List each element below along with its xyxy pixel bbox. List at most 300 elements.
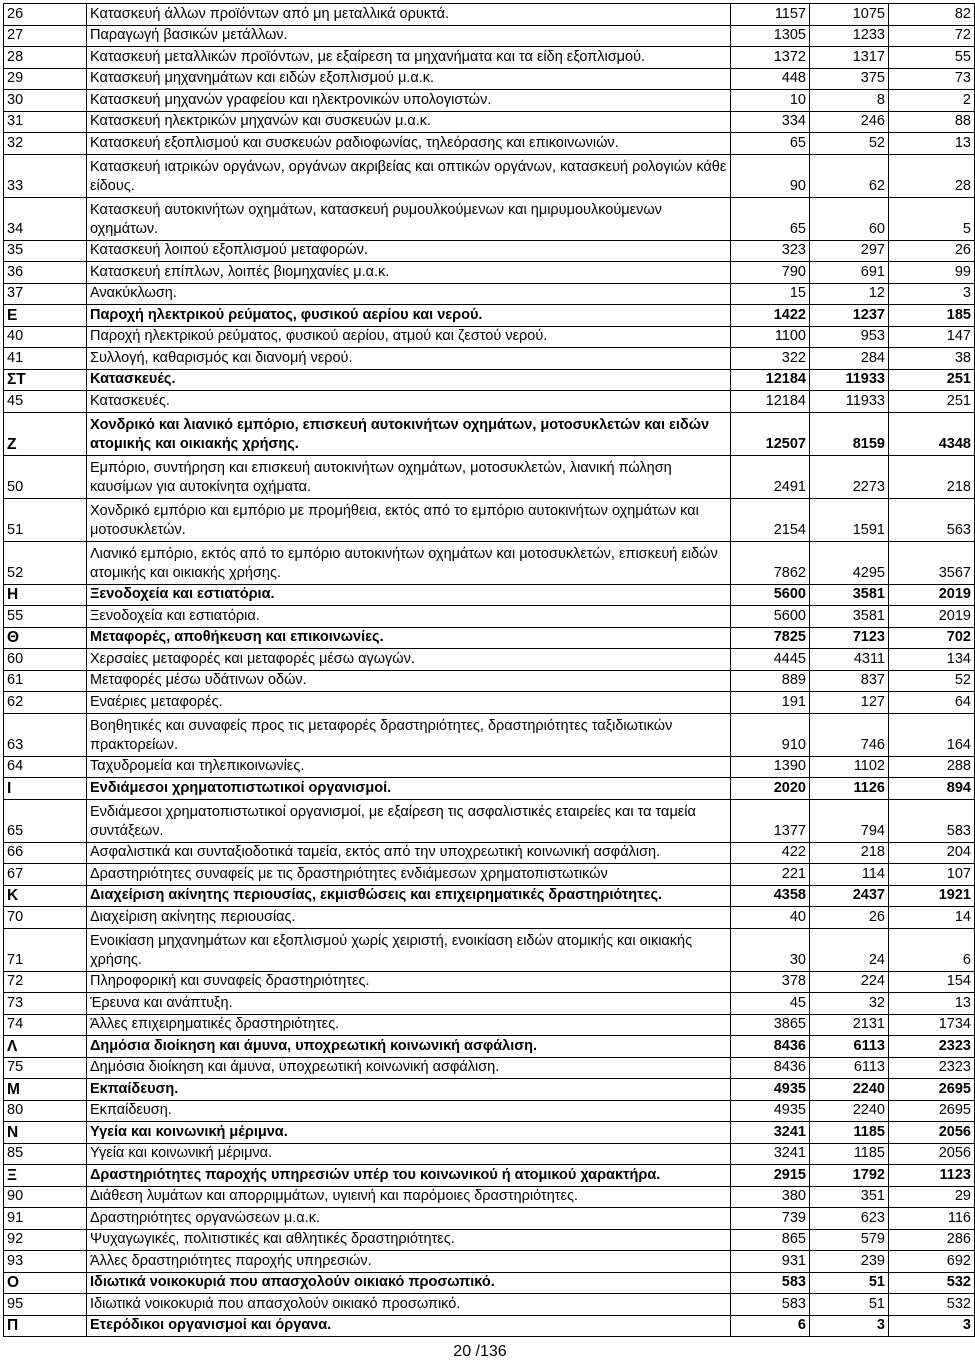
- row-value-1: 322: [731, 348, 810, 370]
- table-row: [4, 928, 975, 971]
- section-row: [4, 627, 975, 649]
- row-value-1: 4445: [731, 649, 810, 671]
- row-value-1: 1377: [731, 799, 810, 842]
- row-code: 72: [4, 971, 87, 993]
- row-value-1: 910: [731, 713, 810, 756]
- row-value-2: 1792: [810, 1165, 889, 1187]
- row-description: Εναέριες μεταφορές.: [87, 692, 731, 714]
- row-description: Ασφαλιστικά και συνταξιοδοτικά ταμεία, εκτός από την υποχρεωτική κοινωνική ασφάλιση.: [87, 842, 731, 864]
- row-description: Ταχυδρομεία και τηλεπικοινωνίες.: [87, 756, 731, 778]
- row-value-1: 90: [731, 154, 810, 197]
- row-description: Ξενοδοχεία και εστιατόρια.: [87, 584, 731, 606]
- row-description: Κατασκευή εξοπλισμού και συσκευών ραδιοφωνίας, τηλεόρασης και επικοινωνιών.: [87, 133, 731, 155]
- section-row: [4, 1165, 975, 1187]
- row-value-2: 4295: [810, 541, 889, 584]
- row-code: 55: [4, 606, 87, 628]
- row-description: Ξενοδοχεία και εστιατόρια.: [87, 606, 731, 628]
- row-value-3: 563: [889, 498, 975, 541]
- row-description: Κατασκευή ηλεκτρικών μηχανών και συσκευών μ.α.κ.: [87, 111, 731, 133]
- row-value-2: 2131: [810, 1014, 889, 1036]
- row-code: 65: [4, 799, 87, 842]
- row-value-1: 4935: [731, 1100, 810, 1122]
- row-description: Βοηθητικές και συναφείς προς τις μεταφορές δραστηριότητες, δραστηριότητες ταξιδιωτικών πρακτορείων.: [87, 713, 731, 756]
- section-row: [4, 412, 975, 455]
- table-row: [4, 455, 975, 498]
- row-value-3: 154: [889, 971, 975, 993]
- row-value-1: 3241: [731, 1143, 810, 1165]
- row-value-1: 8436: [731, 1057, 810, 1079]
- row-value-1: 323: [731, 240, 810, 262]
- row-value-2: 12: [810, 283, 889, 305]
- row-code: 31: [4, 111, 87, 133]
- row-description: Ανακύκλωση.: [87, 283, 731, 305]
- row-value-3: 3: [889, 283, 975, 305]
- row-value-1: 448: [731, 68, 810, 90]
- row-code: Ε: [4, 305, 87, 327]
- row-value-1: 3865: [731, 1014, 810, 1036]
- row-code: 70: [4, 907, 87, 929]
- row-description: Πληροφορική και συναφείς δραστηριότητες.: [87, 971, 731, 993]
- row-code: 34: [4, 197, 87, 240]
- row-code: 60: [4, 649, 87, 671]
- row-description: Ενδιάμεσοι χρηματοπιστωτικοί οργανισμοί.: [87, 778, 731, 800]
- row-description: Εμπόριο, συντήρηση και επισκευή αυτοκινήτων οχημάτων, μοτοσυκλετών, λιανική πώληση καυσίμων για αυτοκίνητα οχήματα.: [87, 455, 731, 498]
- row-value-2: 1233: [810, 25, 889, 47]
- row-description: Μεταφορές μέσω υδάτινων οδών.: [87, 670, 731, 692]
- row-code: Ξ: [4, 1165, 87, 1187]
- row-value-2: 1075: [810, 4, 889, 26]
- row-description: Λιανικό εμπόριο, εκτός από το εμπόριο αυτοκινήτων οχημάτων και μοτοσυκλετών, επισκευή ειδών ατομικής και οικιακής χρήσης.: [87, 541, 731, 584]
- row-value-3: 286: [889, 1229, 975, 1251]
- row-value-3: 28: [889, 154, 975, 197]
- row-description: Διάθεση λυμάτων και απορριμμάτων, υγιεινή και παρόμοιες δραστηριότητες.: [87, 1186, 731, 1208]
- row-value-1: 583: [731, 1272, 810, 1294]
- row-code: 27: [4, 25, 87, 47]
- row-value-2: 218: [810, 842, 889, 864]
- row-value-3: 2056: [889, 1122, 975, 1144]
- row-value-2: 2273: [810, 455, 889, 498]
- row-code: 71: [4, 928, 87, 971]
- row-code: 29: [4, 68, 87, 90]
- table-row: [4, 1143, 975, 1165]
- row-value-3: 2323: [889, 1057, 975, 1079]
- row-description: Κατασκευή μηχανών γραφείου και ηλεκτρονικών υπολογιστών.: [87, 90, 731, 112]
- row-value-1: 65: [731, 133, 810, 155]
- row-value-2: 375: [810, 68, 889, 90]
- row-value-3: 288: [889, 756, 975, 778]
- row-value-1: 191: [731, 692, 810, 714]
- row-value-2: 2437: [810, 885, 889, 907]
- row-description: Παροχή ηλεκτρικού ρεύματος, φυσικού αερίου, ατμού και ζεστού νερού.: [87, 326, 731, 348]
- row-value-2: 794: [810, 799, 889, 842]
- row-value-1: 889: [731, 670, 810, 692]
- row-description: Εκπαίδευση.: [87, 1079, 731, 1101]
- row-description: Έρευνα και ανάπτυξη.: [87, 993, 731, 1015]
- row-value-3: 185: [889, 305, 975, 327]
- row-value-2: 246: [810, 111, 889, 133]
- row-description: Δραστηριότητες συναφείς με τις δραστηριότητες ενδιάμεσων χρηματοπιστωτικών: [87, 864, 731, 886]
- table-row: [4, 756, 975, 778]
- row-value-3: 2695: [889, 1100, 975, 1122]
- row-description: Δημόσια διοίκηση και άμυνα, υποχρεωτική κοινωνική ασφάλιση.: [87, 1036, 731, 1058]
- table-row: [4, 1100, 975, 1122]
- row-description: Ψυχαγωγικές, πολιτιστικές και αθλητικές δραστηριότητες.: [87, 1229, 731, 1251]
- row-description: Υγεία και κοινωνική μέριμνα.: [87, 1122, 731, 1144]
- table-row: [4, 1057, 975, 1079]
- row-value-1: 15: [731, 283, 810, 305]
- row-description: Κατασκευή ιατρικών οργάνων, οργάνων ακριβείας και οπτικών οργάνων, κατασκευή ρολογιών κάθε είδους.: [87, 154, 731, 197]
- row-value-1: 65: [731, 197, 810, 240]
- row-code: 51: [4, 498, 87, 541]
- row-value-2: 284: [810, 348, 889, 370]
- row-value-1: 12184: [731, 391, 810, 413]
- table-row: [4, 154, 975, 197]
- row-value-2: 60: [810, 197, 889, 240]
- row-value-1: 2154: [731, 498, 810, 541]
- row-value-1: 12184: [731, 369, 810, 391]
- row-description: Ιδιωτικά νοικοκυριά που απασχολούν οικιακό προσωπικό.: [87, 1272, 731, 1294]
- table-row: [4, 1208, 975, 1230]
- table-row: [4, 1294, 975, 1316]
- row-value-1: 378: [731, 971, 810, 993]
- row-value-2: 7123: [810, 627, 889, 649]
- row-code: 91: [4, 1208, 87, 1230]
- row-description: Κατασκευές.: [87, 369, 731, 391]
- row-description: Κατασκευή μεταλλικών προϊόντων, με εξαίρεση τα μηχανήματα και τα είδη εξοπλισμού.: [87, 47, 731, 69]
- section-row: [4, 584, 975, 606]
- row-value-3: 692: [889, 1251, 975, 1273]
- row-value-2: 11933: [810, 391, 889, 413]
- row-value-2: 8: [810, 90, 889, 112]
- row-code: 28: [4, 47, 87, 69]
- row-code: 85: [4, 1143, 87, 1165]
- row-value-2: 239: [810, 1251, 889, 1273]
- row-code: Ο: [4, 1272, 87, 1294]
- row-value-2: 3581: [810, 584, 889, 606]
- row-value-1: 739: [731, 1208, 810, 1230]
- section-row: [4, 778, 975, 800]
- row-description: Χερσαίες μεταφορές και μεταφορές μέσω αγωγών.: [87, 649, 731, 671]
- row-description: Χονδρικό και λιανικό εμπόριο, επισκευή αυτοκινήτων οχημάτων, μοτοσυκλετών και ειδών ατομικής και οικιακής χρήσης.: [87, 412, 731, 455]
- row-value-1: 790: [731, 262, 810, 284]
- row-value-2: 623: [810, 1208, 889, 1230]
- row-value-3: 251: [889, 391, 975, 413]
- row-code: 64: [4, 756, 87, 778]
- table-row: [4, 197, 975, 240]
- row-value-3: 1734: [889, 1014, 975, 1036]
- row-value-2: 224: [810, 971, 889, 993]
- row-description: Παραγωγή βασικών μετάλλων.: [87, 25, 731, 47]
- row-description: Ετερόδικοι οργανισμοί και όργανα.: [87, 1315, 731, 1337]
- row-value-1: 12507: [731, 412, 810, 455]
- row-value-2: 32: [810, 993, 889, 1015]
- row-value-2: 1591: [810, 498, 889, 541]
- row-value-2: 1185: [810, 1122, 889, 1144]
- row-value-3: 26: [889, 240, 975, 262]
- row-code: Π: [4, 1315, 87, 1337]
- row-value-2: 51: [810, 1272, 889, 1294]
- row-description: Συλλογή, καθαρισμός και διανομή νερού.: [87, 348, 731, 370]
- row-value-2: 4311: [810, 649, 889, 671]
- row-code: 62: [4, 692, 87, 714]
- row-value-3: 3567: [889, 541, 975, 584]
- row-value-3: 55: [889, 47, 975, 69]
- section-row: [4, 1122, 975, 1144]
- row-value-3: 2: [889, 90, 975, 112]
- row-code: Μ: [4, 1079, 87, 1101]
- table-row: [4, 1014, 975, 1036]
- row-code: ΣΤ: [4, 369, 87, 391]
- row-value-1: 2915: [731, 1165, 810, 1187]
- row-value-3: 218: [889, 455, 975, 498]
- row-value-3: 99: [889, 262, 975, 284]
- table-row: [4, 391, 975, 413]
- row-value-3: 2695: [889, 1079, 975, 1101]
- row-value-3: 2019: [889, 606, 975, 628]
- row-description: Διαχείριση ακίνητης περιουσίας.: [87, 907, 731, 929]
- table-row: [4, 864, 975, 886]
- row-value-3: 116: [889, 1208, 975, 1230]
- row-value-3: 107: [889, 864, 975, 886]
- table-row: [4, 649, 975, 671]
- row-code: Θ: [4, 627, 87, 649]
- row-value-3: 2019: [889, 584, 975, 606]
- row-code: Ι: [4, 778, 87, 800]
- row-value-1: 5600: [731, 606, 810, 628]
- row-description: Κατασκευή άλλων προϊόντων από μη μεταλλικά ορυκτά.: [87, 4, 731, 26]
- statistics-table: [3, 3, 975, 1337]
- table-row: [4, 111, 975, 133]
- row-value-1: 380: [731, 1186, 810, 1208]
- table-row: [4, 541, 975, 584]
- row-code: Ζ: [4, 412, 87, 455]
- row-value-1: 30: [731, 928, 810, 971]
- row-value-3: 134: [889, 649, 975, 671]
- row-value-1: 1422: [731, 305, 810, 327]
- row-value-3: 6: [889, 928, 975, 971]
- row-value-1: 865: [731, 1229, 810, 1251]
- row-value-1: 931: [731, 1251, 810, 1273]
- section-row: [4, 1036, 975, 1058]
- table-row: [4, 907, 975, 929]
- table-row: [4, 1229, 975, 1251]
- row-code: 67: [4, 864, 87, 886]
- row-value-3: 2056: [889, 1143, 975, 1165]
- row-value-2: 62: [810, 154, 889, 197]
- row-value-2: 579: [810, 1229, 889, 1251]
- table-row: [4, 799, 975, 842]
- row-value-2: 1237: [810, 305, 889, 327]
- row-code: 37: [4, 283, 87, 305]
- row-code: 63: [4, 713, 87, 756]
- row-value-1: 7825: [731, 627, 810, 649]
- table-row: [4, 283, 975, 305]
- section-row: [4, 305, 975, 327]
- row-value-1: 422: [731, 842, 810, 864]
- table-row: [4, 240, 975, 262]
- row-code: 32: [4, 133, 87, 155]
- row-description: Υγεία και κοινωνική μέριμνα.: [87, 1143, 731, 1165]
- row-value-1: 45: [731, 993, 810, 1015]
- row-code: 33: [4, 154, 87, 197]
- table-row: [4, 993, 975, 1015]
- row-value-1: 8436: [731, 1036, 810, 1058]
- row-code: 90: [4, 1186, 87, 1208]
- row-code: 45: [4, 391, 87, 413]
- row-value-2: 2240: [810, 1079, 889, 1101]
- row-value-1: 1372: [731, 47, 810, 69]
- row-code: 75: [4, 1057, 87, 1079]
- row-value-3: 204: [889, 842, 975, 864]
- row-value-3: 13: [889, 993, 975, 1015]
- row-code: Η: [4, 584, 87, 606]
- section-row: [4, 885, 975, 907]
- row-value-3: 5: [889, 197, 975, 240]
- row-value-1: 1157: [731, 4, 810, 26]
- row-value-3: 532: [889, 1294, 975, 1316]
- section-row: [4, 1315, 975, 1337]
- table-row: [4, 47, 975, 69]
- row-value-2: 351: [810, 1186, 889, 1208]
- row-code: 35: [4, 240, 87, 262]
- row-code: 61: [4, 670, 87, 692]
- row-value-2: 2240: [810, 1100, 889, 1122]
- row-value-3: 73: [889, 68, 975, 90]
- row-code: 93: [4, 1251, 87, 1273]
- row-value-2: 1102: [810, 756, 889, 778]
- row-value-2: 3581: [810, 606, 889, 628]
- row-description: Άλλες επιχειρηματικές δραστηριότητες.: [87, 1014, 731, 1036]
- table-row: [4, 670, 975, 692]
- row-description: Παροχή ηλεκτρικού ρεύματος, φυσικού αερίου και νερού.: [87, 305, 731, 327]
- row-value-1: 221: [731, 864, 810, 886]
- row-value-1: 40: [731, 907, 810, 929]
- table-row: [4, 133, 975, 155]
- row-code: 92: [4, 1229, 87, 1251]
- row-code: 26: [4, 4, 87, 26]
- table-row: [4, 692, 975, 714]
- table-body: [4, 4, 975, 1337]
- row-value-3: 251: [889, 369, 975, 391]
- row-value-2: 11933: [810, 369, 889, 391]
- row-value-1: 4935: [731, 1079, 810, 1101]
- row-value-3: 14: [889, 907, 975, 929]
- row-value-2: 24: [810, 928, 889, 971]
- row-value-3: 2323: [889, 1036, 975, 1058]
- row-value-1: 6: [731, 1315, 810, 1337]
- row-value-3: 702: [889, 627, 975, 649]
- row-value-3: 38: [889, 348, 975, 370]
- table-row: [4, 348, 975, 370]
- row-value-1: 583: [731, 1294, 810, 1316]
- row-value-3: 72: [889, 25, 975, 47]
- table-row: [4, 606, 975, 628]
- row-value-1: 334: [731, 111, 810, 133]
- row-description: Ενοικίαση μηχανημάτων και εξοπλισμού χωρίς χειριστή, ενοικίαση ειδών ατομικής και οικιακής χρήσης.: [87, 928, 731, 971]
- row-value-3: 13: [889, 133, 975, 155]
- row-value-3: 1921: [889, 885, 975, 907]
- row-value-1: 7862: [731, 541, 810, 584]
- row-code: Λ: [4, 1036, 87, 1058]
- row-code: 52: [4, 541, 87, 584]
- row-description: Δραστηριότητες παροχής υπηρεσιών υπέρ του κοινωνικού ή ατομικού χαρακτήρα.: [87, 1165, 731, 1187]
- row-value-3: 82: [889, 4, 975, 26]
- section-row: [4, 369, 975, 391]
- row-value-3: 894: [889, 778, 975, 800]
- row-value-2: 1317: [810, 47, 889, 69]
- row-description: Κατασκευή επίπλων, λοιπές βιομηχανίες μ.α.κ.: [87, 262, 731, 284]
- row-description: Κατασκευή λοιπού εξοπλισμού μεταφορών.: [87, 240, 731, 262]
- row-code: 40: [4, 326, 87, 348]
- row-code: Κ: [4, 885, 87, 907]
- row-value-1: 2491: [731, 455, 810, 498]
- row-value-2: 114: [810, 864, 889, 886]
- row-description: Ιδιωτικά νοικοκυριά που απασχολούν οικιακό προσωπικό.: [87, 1294, 731, 1316]
- row-value-2: 51: [810, 1294, 889, 1316]
- row-value-1: 1100: [731, 326, 810, 348]
- table-row: [4, 68, 975, 90]
- row-value-3: 583: [889, 799, 975, 842]
- row-value-1: 2020: [731, 778, 810, 800]
- row-code: 41: [4, 348, 87, 370]
- row-value-3: 4348: [889, 412, 975, 455]
- table-row: [4, 4, 975, 26]
- table-row: [4, 262, 975, 284]
- row-value-3: 64: [889, 692, 975, 714]
- row-value-1: 4358: [731, 885, 810, 907]
- row-value-1: 10: [731, 90, 810, 112]
- section-row: [4, 1079, 975, 1101]
- row-value-3: 532: [889, 1272, 975, 1294]
- row-value-3: 29: [889, 1186, 975, 1208]
- row-code: 74: [4, 1014, 87, 1036]
- row-description: Κατασκευή αυτοκινήτων οχημάτων, κατασκευή ρυμουλκούμενων και ημιρυμουλκούμενων οχημάτων.: [87, 197, 731, 240]
- row-value-3: 164: [889, 713, 975, 756]
- row-code: 95: [4, 1294, 87, 1316]
- table-row: [4, 842, 975, 864]
- row-code: Ν: [4, 1122, 87, 1144]
- row-description: Δημόσια διοίκηση και άμυνα, υποχρεωτική κοινωνική ασφάλιση.: [87, 1057, 731, 1079]
- row-value-2: 3: [810, 1315, 889, 1337]
- table-row: [4, 1186, 975, 1208]
- row-code: 36: [4, 262, 87, 284]
- row-description: Ενδιάμεσοι χρηματοπιστωτικοί οργανισμοί, με εξαίρεση τις ασφαλιστικές εταιρείες και τα ταμεία συντάξεων.: [87, 799, 731, 842]
- row-value-2: 127: [810, 692, 889, 714]
- row-value-1: 3241: [731, 1122, 810, 1144]
- table-row: [4, 971, 975, 993]
- row-value-2: 26: [810, 907, 889, 929]
- row-description: Κατασκευή μηχανημάτων και ειδών εξοπλισμού μ.α.κ.: [87, 68, 731, 90]
- page-number: 20 /136: [453, 1343, 507, 1360]
- row-code: 50: [4, 455, 87, 498]
- row-value-2: 691: [810, 262, 889, 284]
- row-value-2: 1185: [810, 1143, 889, 1165]
- row-code: 30: [4, 90, 87, 112]
- row-value-1: 1305: [731, 25, 810, 47]
- row-value-2: 1126: [810, 778, 889, 800]
- table-row: [4, 90, 975, 112]
- row-description: Εκπαίδευση.: [87, 1100, 731, 1122]
- row-description: Μεταφορές, αποθήκευση και επικοινωνίες.: [87, 627, 731, 649]
- row-description: Χονδρικό εμπόριο και εμπόριο με προμήθεια, εκτός από το εμπόριο αυτοκινήτων οχημάτων και μοτοσυκλετών.: [87, 498, 731, 541]
- row-value-3: 3: [889, 1315, 975, 1337]
- row-value-3: 88: [889, 111, 975, 133]
- table-row: [4, 1251, 975, 1273]
- row-value-3: 52: [889, 670, 975, 692]
- row-code: 80: [4, 1100, 87, 1122]
- row-value-2: 297: [810, 240, 889, 262]
- table-row: [4, 326, 975, 348]
